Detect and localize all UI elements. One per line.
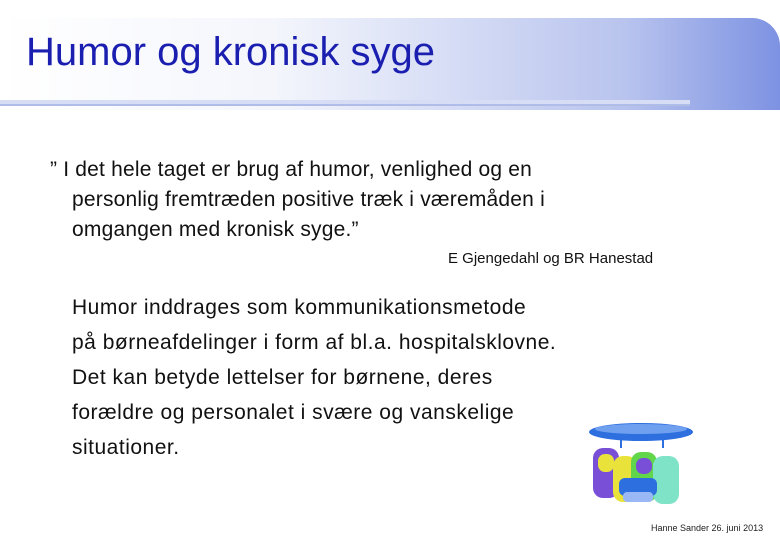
person-arms [623, 492, 653, 502]
footer-author-date: Hanne Sander 26. juni 2013 [651, 523, 764, 533]
body-paragraph [72, 290, 672, 465]
person-face [636, 458, 652, 474]
paragraph-line: forældre og personalet i svære og vanskelige [72, 401, 515, 424]
title-underline [0, 100, 690, 106]
quote-line: personlig fremtræden positive træk i væremåden i [72, 188, 545, 211]
slide-title: Humor og kronisk syge [26, 30, 436, 74]
quote-block [50, 155, 690, 245]
person-face [598, 454, 614, 472]
canopy-highlight [595, 424, 687, 434]
quote-line: omgangen med kronisk syge.” [72, 218, 359, 241]
paragraph-line: Humor inddrages som kommunikationsmetode [72, 296, 527, 319]
person-figure [653, 456, 679, 504]
paragraph-line: Det kan betyde lettelser for børnene, deres [72, 366, 493, 389]
quote-attribution: E Gjengedahl og BR Hanestad [448, 250, 654, 267]
paragraph-line: på børneafdelinger i form af bl.a. hospitalsklovne. [72, 331, 557, 354]
quote-line: ” I det hele taget er brug af humor, venlighed og en [50, 158, 533, 181]
people-group-clipart-icon [583, 418, 693, 510]
paragraph-line: situationer. [72, 436, 180, 459]
